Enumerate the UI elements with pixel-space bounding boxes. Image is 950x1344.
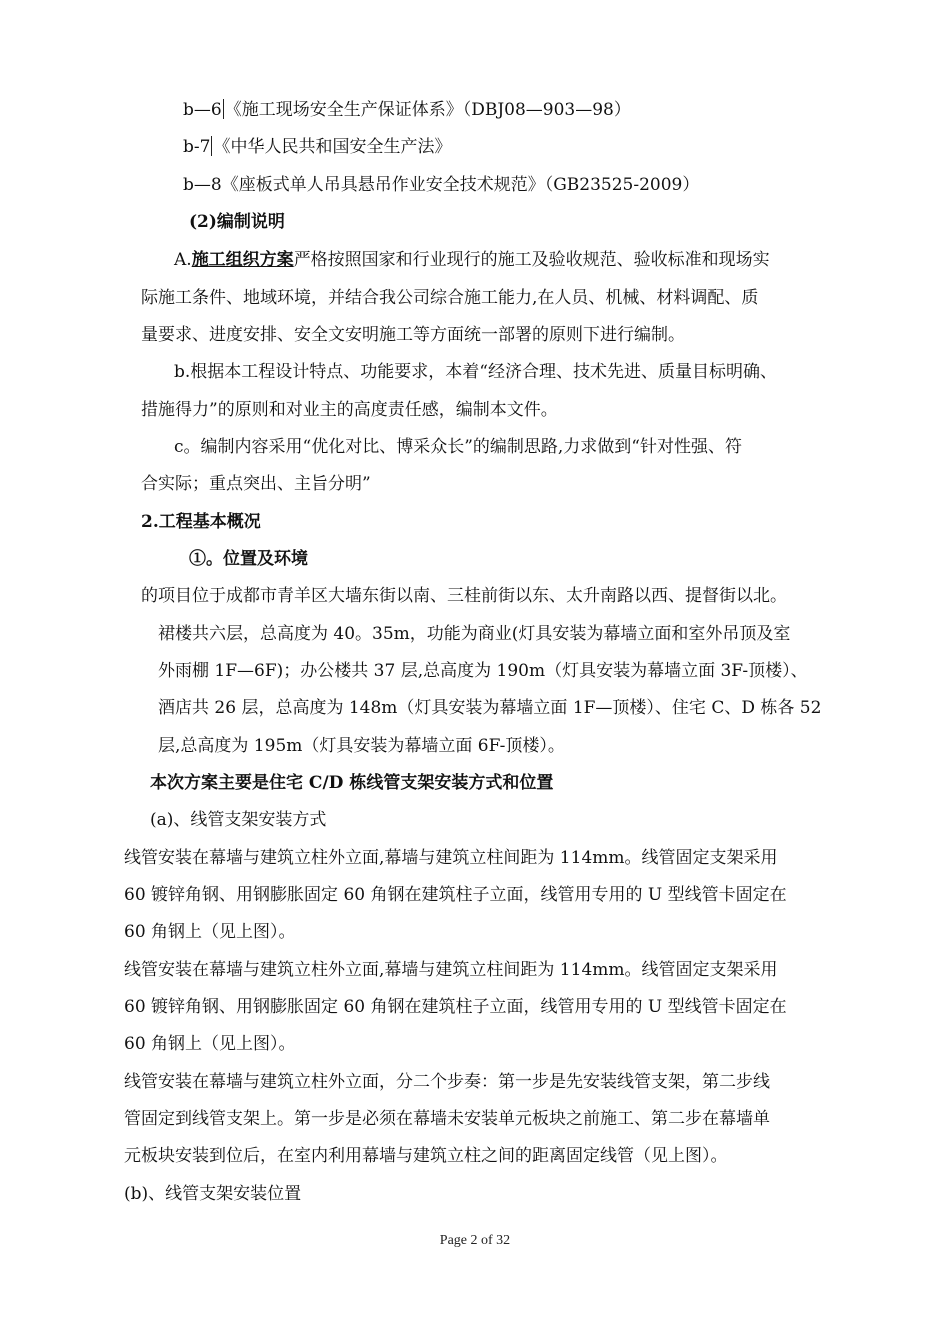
location-line: 的项目位于成都市青羊区大墙东街以南、三桂前街以东、太升南路以西、提督街以北。 [141,586,787,606]
installation-line: 元板块安装到位后，在室内利用幕墙与建筑立柱之间的距离固定线管（见上图）。 [124,1146,728,1166]
installation-line: 60 角钢上（见上图）。 [124,922,296,942]
location-line: 酒店共 26 层，总高度为 148m（灯具安装为幕墙立面 1F—顶楼）、住宅 C、D 栋各 52 [158,698,822,718]
reference-b6 [183,99,631,121]
section-heading-location: ①。位置及环境 [189,549,308,569]
section-heading-preparation: (2)编制说明 [189,212,285,232]
installation-line: 60 镀锌角钢、用钢膨胀固定 60 角钢在建筑柱子立面，线管用专用的 U 型线管卡固定在 [124,997,787,1017]
paragraph-b-line: 措施得力”的原则和对业主的高度责任感，编制本文件。 [141,400,558,420]
paragraph-c-line: c。编制内容采用“优化对比、博采众长”的编制思路,力求做到“针对性强、符 [174,437,742,457]
paragraph-a-line: 际施工条件、地域环境，并结合我公司综合施工能力,在人员、机械、材料调配、质 [141,288,759,308]
subheading-installation-position: (b)、线管支架安装位置 [124,1184,302,1204]
installation-line: 管固定到线管支架上。第一步是必须在幕墙未安装单元板块之前施工、第二步在幕墙单 [124,1109,770,1129]
reference-b7-prefix: b-7 [183,137,211,157]
paragraph-b-line: b.根据本工程设计特点、功能要求，本着“经济合理、技术先进、质量目标明确、 [174,362,777,382]
paragraph-a-text: 严格按照国家和行业现行的施工及验收规范、验收标准和现场实 [293,250,770,270]
paragraph-a-underlined: 施工组织方案 [191,250,294,270]
section-heading-scheme: 本次方案主要是住宅 C/D 栋线管支架安装方式和位置 [150,773,554,793]
reference-b6-prefix: b—6 [183,100,222,120]
location-line: 裙楼共六层，总高度为 40。35m，功能为商业(灯具安装为幕墙立面和室外吊顶及室 [158,624,791,644]
section-heading-overview: 2.工程基本概况 [141,512,261,532]
paragraph-c-line: 合实际；重点突出、主旨分明” [141,474,371,494]
reference-b6-text: 《施工现场安全生产保证体系》（DBJ08—903—98） [224,100,631,120]
reference-b7-text: 《中华人民共和国安全生产法》 [213,137,452,157]
installation-line: 线管安装在幕墙与建筑立柱外立面，分二个步奏：第一步是先安装线管支架，第二步线 [124,1072,770,1092]
reference-b7 [183,136,451,158]
installation-line: 60 角钢上（见上图）。 [124,1034,296,1054]
paragraph-a-prefix: A. [174,250,192,270]
paragraph-a-line: 量要求、进度安排、安全文安明施工等方面统一部署的原则下进行编制。 [141,325,685,345]
reference-b8: b—8《座板式单人吊具悬吊作业安全技术规范》（GB23525-2009） [183,175,700,195]
location-line: 外雨棚 1F—6F)；办公楼共 37 层,总高度为 190m（灯具安装为幕墙立面 3F-顶楼）、 [158,661,808,681]
location-line: 层,总高度为 195m（灯具安装为幕墙立面 6F-顶楼）。 [158,736,565,756]
installation-line: 线管安装在幕墙与建筑立柱外立面,幕墙与建筑立柱间距为 114mm。线管固定支架采用 [124,960,778,980]
installation-line: 60 镀锌角钢、用钢膨胀固定 60 角钢在建筑柱子立面，线管用专用的 U 型线管卡固定在 [124,885,787,905]
text-cursor [223,99,224,119]
page-footer: Page 2 of 32 [439,1233,511,1248]
installation-line: 线管安装在幕墙与建筑立柱外立面,幕墙与建筑立柱间距为 114mm。线管固定支架采用 [124,848,778,868]
paragraph-a-line [174,249,770,271]
subheading-installation-method: (a)、线管支架安装方式 [150,810,327,830]
